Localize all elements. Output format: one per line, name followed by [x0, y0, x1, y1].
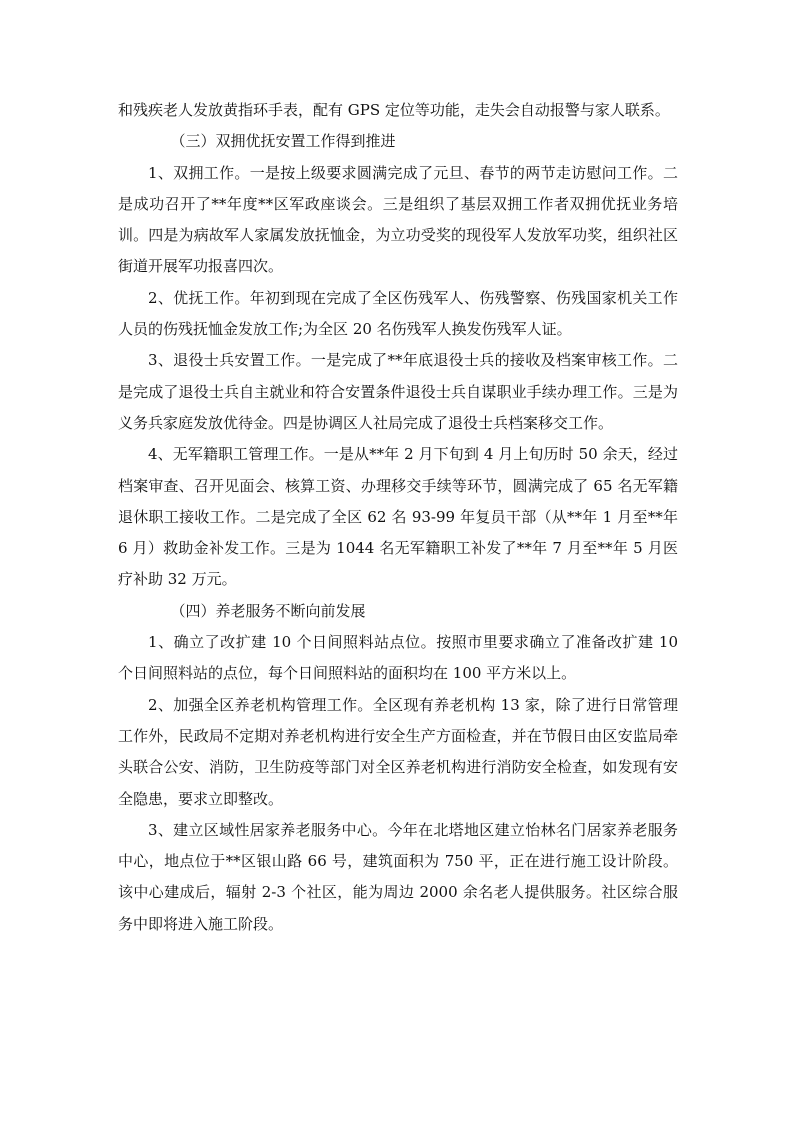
- section-heading-4: （四）养老服务不断向前发展: [170, 601, 366, 620]
- paragraph-continuation: 和残疾老人发放黄指环手表，配有 GPS 定位等功能，走失会自动报警与家人联系。: [118, 101, 670, 119]
- paragraph-non-military-staff: 4、无军籍职工管理工作。一是从**年 2 月下旬到 4 月上旬历时 50 余天，经过档案审查、召开见面会、核算工资、办理移交手续等环节，圆满完成了 65 名无军籍退休职工接收工作。二是完成了全区 62 名 93-99 年复员干部（从**年 1 月至**年 6 月）救助金补发工作。三是为 1044 名无军籍职工补发了**年 7 月至**年 5 月医疗补助 32 万元。: [118, 445, 678, 589]
- paragraph-preferential-care: 2、优抚工作。年初到现在完成了全区伤残军人、伤残警察、伤残国家机关工作人员的伤残抚恤金发放工作;为全区 20 名伤残军人换发伤残军人证。: [118, 288, 678, 339]
- paragraph-double-support: 1、双拥工作。一是按上级要求圆满完成了元旦、春节的两节走访慰问工作。二是成功召开了**年度**区军政座谈会。三是组织了基层双拥工作者双拥优抚业务培训。四是为病故军人家属发放抚恤金，为立功受奖的现役军人发放军功奖，组织社区街道开展军功报喜四次。: [118, 163, 678, 276]
- paragraph-home-care-center: 3、建立区域性居家养老服务中心。今年在北塔地区建立怡林名门居家养老服务中心，地点位于**区银山路 66 号，建筑面积为 750 平，正在进行施工设计阶段。该中心建成后，辐射 2-3 个社区，能为周边 2000 余名老人提供服务。社区综合服务中即将进入施工阶段。: [118, 820, 678, 933]
- paragraph-veteran-placement: 3、退役士兵安置工作。一是完成了**年底退役士兵的接收及档案审核工作。二是完成了退役士兵自主就业和符合安置条件退役士兵自谋职业手续办理工作。三是为义务兵家庭发放优待金。四是协调区人社局完成了退役士兵档案移交工作。: [118, 351, 678, 432]
- document-body: [118, 95, 678, 940]
- section-heading-3: （三）双拥优抚安置工作得到推进: [170, 132, 396, 151]
- paragraph-elderly-institutions: 2、加强全区养老机构管理工作。全区现有养老机构 13 家，除了进行日常管理工作外，民政局不定期对养老机构进行安全生产方面检查，并在节假日由区安监局牵头联合公安、消防，卫生防疫等部门对全区养老机构进行消防安全检查，如发现有安全隐患，要求立即整改。: [118, 695, 678, 808]
- paragraph-day-care-stations: 1、确立了改扩建 10 个日间照料站点位。按照市里要求确立了准备改扩建 10 个日间照料站的点位，每个日间照料站的面积均在 100 平方米以上。: [118, 633, 678, 683]
